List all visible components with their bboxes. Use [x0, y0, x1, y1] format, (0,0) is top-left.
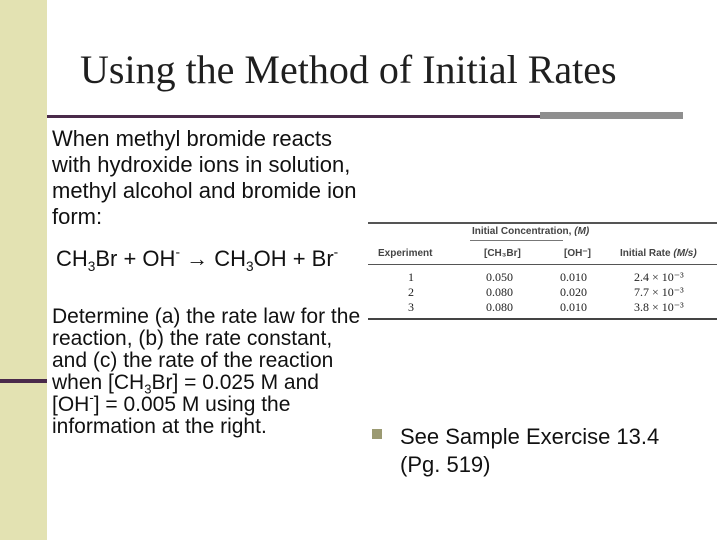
question-subscript: 3 [144, 381, 152, 397]
table-cell-rate: 2.4 × 10⁻³ [634, 270, 684, 284]
table-cell-ch3br: 0.080 [486, 285, 513, 299]
product-oh-br: OH + Br [253, 246, 334, 271]
table-cell-ch3br: 0.050 [486, 270, 513, 284]
table-header-rule [368, 264, 717, 265]
initial-rates-table [368, 222, 717, 320]
header-rate: Initial Rate (M/s) [620, 248, 697, 259]
reactant-subscript: 3 [87, 258, 96, 274]
slide-title: Using the Method of Initial Rates [80, 47, 617, 92]
reaction-arrow: → [186, 246, 209, 271]
question-part2: Br] = 0.025 M and [OH [52, 371, 319, 416]
table-cell-rate: 7.7 × 10⁻³ [634, 285, 684, 299]
table-top-rule [368, 222, 717, 224]
question-part3: ] = 0.005 M using the information at the right. [52, 393, 291, 438]
question-text [52, 306, 362, 438]
table-cell-oh: 0.010 [560, 300, 587, 314]
question-part1: Determine (a) the rate law for the reaction, (b) the rate constant, and (c) the rate of the reaction when [CH [52, 305, 361, 394]
table-cell-oh: 0.010 [560, 270, 587, 284]
header-ch3br: [CH₃Br] [484, 248, 521, 259]
see-also-text: See Sample Exercise 13.4 (Pg. 519) [400, 424, 660, 477]
reactant-br-oh: Br + OH [95, 246, 176, 271]
bullet-square-icon [372, 429, 382, 439]
table-cell-rate: 3.8 × 10⁻³ [634, 300, 684, 314]
reactant-charge: - [175, 244, 180, 260]
reaction-equation [56, 246, 338, 272]
table-cell-exp: 2 [408, 285, 414, 299]
table-cell-ch3br: 0.080 [486, 300, 513, 314]
table-cell-oh: 0.020 [560, 285, 587, 299]
decorative-sidebar [0, 0, 47, 540]
sidebar-tick-mark [0, 379, 47, 383]
product-subscript: 3 [246, 258, 254, 274]
table-group-header: Initial Concentration, (M) [472, 226, 590, 237]
header-oh: [OH⁻] [564, 248, 591, 259]
reactant-ch: CH [56, 246, 88, 271]
table-group-rule [470, 240, 563, 241]
header-experiment: Experiment [378, 248, 433, 259]
question-superscript: - [89, 389, 94, 405]
product-charge: - [333, 244, 339, 260]
table-cell-exp: 1 [408, 270, 414, 284]
intro-text: When methyl bromide reacts with hydroxide ions in solution, methyl alcohol and bromide ion form: [52, 126, 357, 229]
table-bottom-rule [368, 318, 717, 320]
table-cell-exp: 3 [408, 300, 414, 314]
title-underline-accent [540, 112, 683, 119]
product-ch: CH [214, 246, 247, 271]
